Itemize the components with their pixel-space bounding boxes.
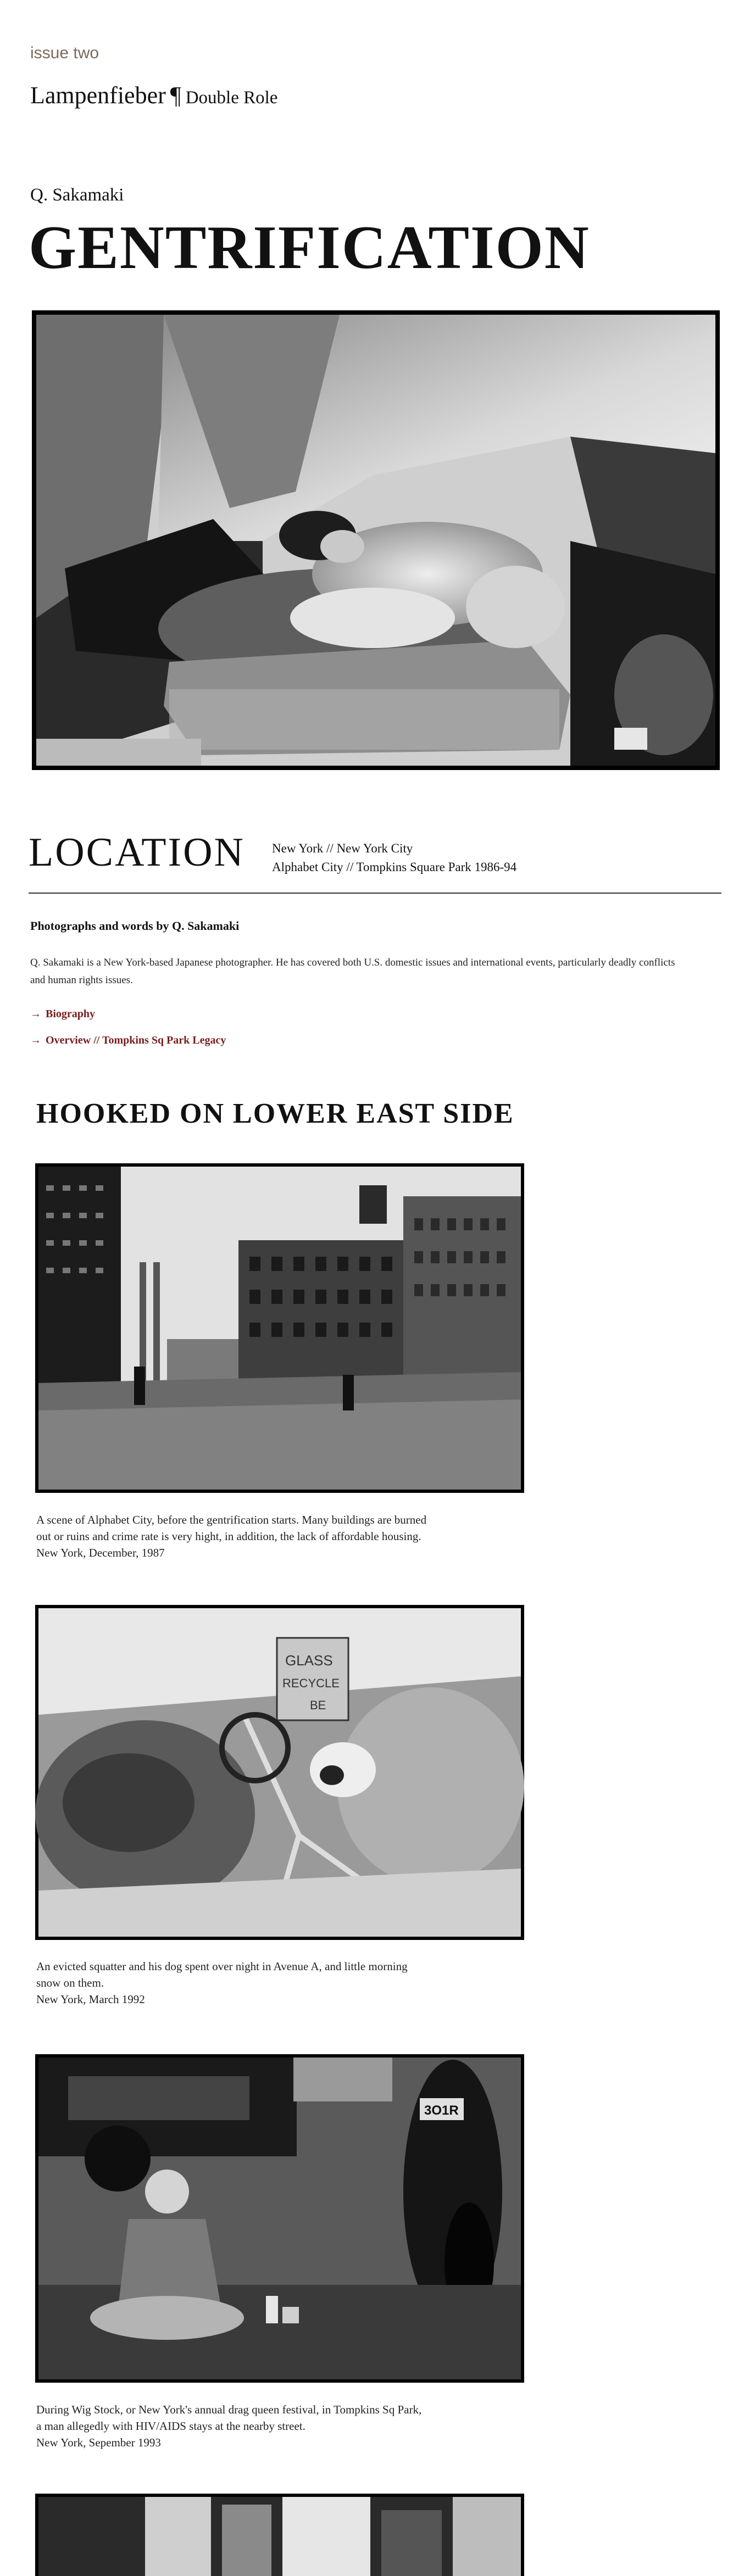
overview-link[interactable] [30, 1034, 226, 1047]
photo-wigstock-street [35, 2054, 524, 2383]
overview-link-label: Overview // Tompkins Sq Park Legacy [46, 1034, 226, 1046]
section-divider [29, 893, 721, 894]
location-line-city: New York // New York City [272, 841, 413, 855]
caption-date: New York, December, 1987 [36, 1546, 165, 1559]
photo-caption [36, 1958, 525, 2008]
caption-line: During Wig Stock, or New York's annual drag queen festival, in Tompkins Sq Park, [36, 2403, 422, 2416]
caption-date: New York, Sepember 1993 [36, 2436, 161, 2449]
arrow-right-icon: → [30, 1034, 41, 1046]
hero-photo [32, 310, 720, 770]
photographer-bio: Q. Sakamaki is a New York-based Japanese photographer. He has covered both U.S. domestic issues and international events, particularly deadly conflicts and human rights issues. [30, 957, 675, 986]
caption-line: A scene of Alphabet City, before the gentrification starts. Many buildings are burned [36, 1513, 427, 1526]
caption-line: out or ruins and crime rate is very hight, in addition, the lack of affordable housing. [36, 1530, 421, 1543]
photo-posters-wall [35, 2494, 524, 2576]
location-label: LOCATION [29, 830, 245, 875]
glass-sign-text-3: BE [310, 1698, 326, 1712]
photo-squatter-dog [35, 1605, 524, 1940]
biography-link[interactable] [30, 1008, 95, 1021]
glass-sign-text-1: GLASS [285, 1652, 333, 1669]
location-details [272, 839, 516, 877]
photo-credit: Photographs and words by Q. Sakamaki [30, 919, 240, 933]
issue-label[interactable]: issue two [30, 44, 99, 62]
magazine-name: Lampenfieber [30, 82, 166, 109]
author-name: Q. Sakamaki [30, 185, 124, 205]
glass-sign-text-2: RECYCLE [282, 1676, 340, 1690]
photo-caption [36, 1512, 525, 1561]
arrow-right-icon: → [30, 1008, 41, 1020]
caption-line: An evicted squatter and his dog spent over night in Avenue A, and little morning [36, 1960, 408, 1973]
biography-link-label: Biography [46, 1008, 96, 1020]
caption-date: New York, March 1992 [36, 1993, 145, 2006]
article-title: GENTRIFICATION [29, 214, 590, 282]
caption-line: a man allegedly with HIV/AIDS stays at the nearby street. [36, 2419, 305, 2433]
section-title: HOOKED ON LOWER EAST SIDE [36, 1098, 514, 1129]
license-plate-text: 3O1R [424, 2103, 459, 2118]
photo-caption [36, 2401, 525, 2451]
photo-alphabet-city [35, 1163, 524, 1493]
magazine-masthead[interactable] [30, 81, 277, 109]
caption-line: snow on them. [36, 1976, 104, 1989]
location-line-area: Alphabet City // Tompkins Square Park 1986-94 [272, 860, 517, 874]
issue-subtitle: Double Role [185, 88, 278, 108]
pilcrow-icon: ¶ [170, 82, 181, 109]
